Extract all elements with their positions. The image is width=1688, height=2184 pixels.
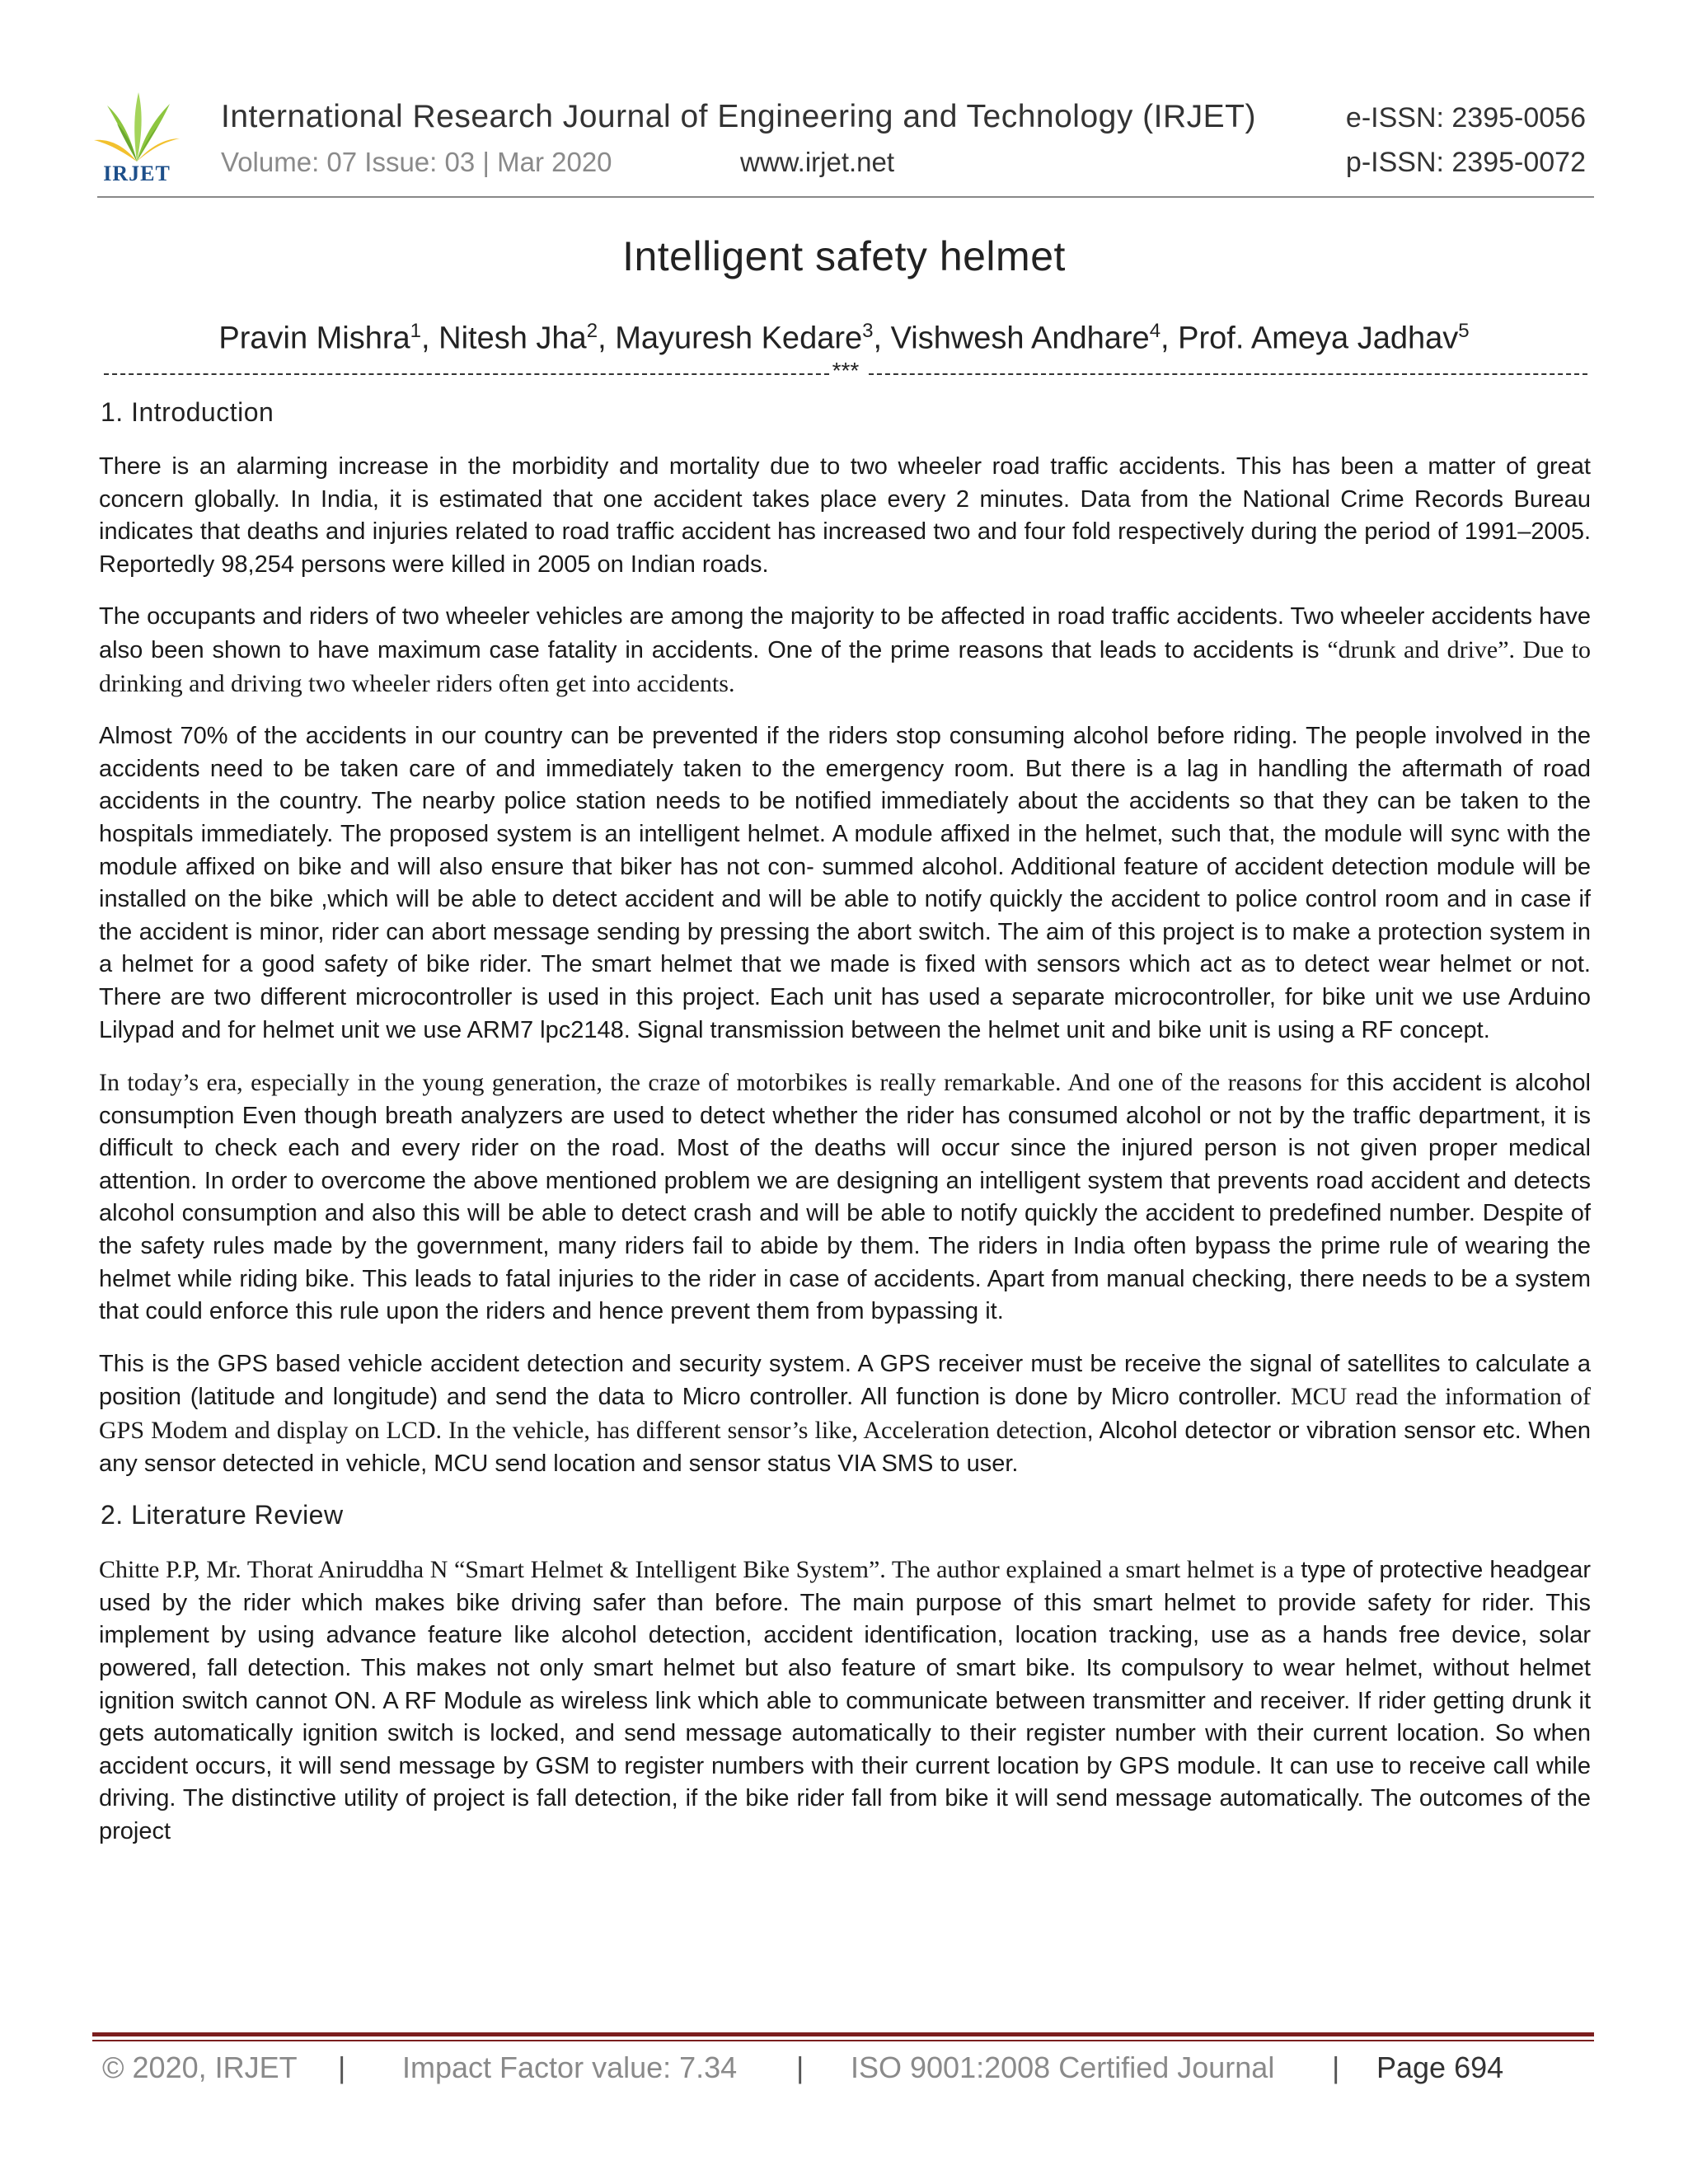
footer-separator: |: [338, 2050, 346, 2084]
paragraph-6: [99, 1554, 1591, 1848]
journal-header: [92, 89, 1592, 196]
footer-iso: ISO 9001:2008 Certified Journal: [851, 2050, 1275, 2084]
author-name: Vishwesh Andhare: [890, 321, 1150, 356]
paper-body: [99, 392, 1591, 1868]
paragraph-4-text: this accident is alcohol consumption Even though breath analyzers are used to detect whether the rider has consumed alcohol or not by the traffic department, it is difficult to check each and every rider on the road. Most of the deaths will occur since the injured person is not given proper medical attention. In order to overcome the above mentioned problem we are designing an intelligent system that prevents road accident and detects alcohol consumption and also this will be able to detect crash and will be able to notify quickly the accident to predefined number. Despite of the safety rules made by the government, many riders fail to abide by them. The riders in India often bypass the prime rule of wearing the helmet while riding bike. This leads to fatal injuries to the rider in case of accidents. Apart from manual checking, there needs to be a system that could enforce this rule upon the riders and hence prevent them from bypassing it.: [99, 1070, 1592, 1325]
author-name: Nitesh Jha: [438, 321, 587, 356]
p-issn: p-ISSN: 2395-0072: [1345, 147, 1586, 178]
section-heading-introduction: 1. Introduction: [101, 397, 274, 427]
paragraph-5-text-end: , Alcohol detector or vibration sensor etc. When any sensor detected in vehicle, MCU send location and sensor status VIA SMS to user.: [99, 1418, 1592, 1477]
author-name: Mayuresh Kedare: [615, 321, 863, 356]
paper-title: Intelligent safety helmet: [622, 233, 1066, 279]
footer-rule-thin: [92, 2040, 1594, 2041]
journal-website[interactable]: www.irjet.net: [740, 147, 895, 177]
footer-page-number: Page 694: [1376, 2050, 1504, 2084]
author-affiliation: 2: [586, 320, 598, 342]
irjet-logo: [92, 89, 181, 185]
paragraph-5-text: This is the GPS based vehicle accident detection and security system. A GPS receiver must be receive the signal of satellites to calculate a position (latitude and longitude) and send the data to Micro controller. All function is done by Micro controller.: [99, 1350, 1591, 1411]
author-name: Prof. Ameya Jadhav: [1178, 321, 1459, 356]
paragraph-4: [99, 1066, 1591, 1329]
page-footer: [102, 2050, 1586, 2092]
paragraph-2-serif-text: “drunk and drive”. Due to drinking and driving two wheeler riders often get into accidents.: [99, 635, 1591, 697]
author-affiliation: 5: [1458, 320, 1470, 342]
paragraph-6-serif-text: Chitte P.P, Mr. Thorat Aniruddha N “Smart Helmet & Intelligent Bike System”. The author explained a smart helmet is a: [99, 1556, 1295, 1584]
volume-issue: Volume: 07 Issue: 03 | Mar 2020: [221, 147, 612, 177]
separator-dash-right: [869, 373, 1587, 375]
header-divider: [97, 196, 1594, 198]
paragraph-5-serif-text: MCU read the information of GPS Modem and display on LCD. In the vehicle, has different sensor’s like, Acceleration detection: [99, 1383, 1591, 1445]
logo-text: IRJET: [103, 162, 171, 185]
footer-impact-factor: Impact Factor value: 7.34: [402, 2050, 738, 2084]
paragraph-2: [99, 601, 1591, 701]
abstract-separator: [104, 363, 1587, 386]
e-issn: e-ISSN: 2395-0056: [1345, 102, 1586, 134]
footer-rule-thick: [92, 2032, 1594, 2036]
paragraph-2-text: The occupants and riders of two wheeler vehicles are among the majority to be affected in road traffic accidents. Two wheeler accidents have also been shown to have maximum case fatality in accidents. One of the prime reasons that leads to accidents is: [99, 603, 1591, 663]
footer-separator: |: [796, 2050, 804, 2084]
separator-stars: ***: [832, 363, 860, 383]
author-affiliation: 1: [410, 320, 422, 342]
paragraph-4-serif-text: In today’s era, especially in the young generation, the craze of motorbikes is really remarkable. And one of the reasons for: [99, 1069, 1339, 1097]
author-list: Pravin Mishra$^1$, Nitesh Jha$^2$, Mayuresh Kedare$^3$, Vishwesh Andhare$^4$, Prof. Ameya Jadhav$^5$: [218, 320, 1470, 356]
paragraph-5: [99, 1348, 1591, 1480]
paragraph-1: There is an alarming increase in the morbidity and mortality due to two wheeler road traffic accidents. This has been a matter of great concern globally. In India, it is estimated that one accident takes place every 2 minutes. Data from the National Crime Records Bureau indicates that deaths and injuries related to road traffic accident has increased two and four fold respectively during the period of 1991–2005. Reportedly 98,254 persons were killed in 2005 on Indian roads.: [99, 453, 1591, 578]
paragraph-3: Almost 70% of the accidents in our country can be prevented if the riders stop consuming alcohol before riding. The people involved in the accidents need to be taken care of and immediately taken to the emergency room. But there is a lag in handling the aftermath of road accidents in the country. The nearby police station needs to be notified immediately about the accidents so that they can be taken to the hospitals immediately. The proposed system is an intelligent helmet. A module affixed in the helmet, such that, the module will sync with the module affixed on bike and will also ensure that biker has not con- summed alcohol. Additional feature of accident detection module will be installed on the bike ,which will be able to detect accident and will be able to notify quickly the accident to police control room and in case if the accident is minor, rider can abort message sending by pressing the abort switch. The aim of this project is to make a protection system in a helmet for a good safety of bike rider. The smart helmet that we made is fixed with sensors which act as to detect wear helmet or not. There are two different microcontroller is used in this project. Each unit has used a separate microcontroller, for bike unit we use Arduino Lilypad and for helmet unit we use ARM7 lpc2148. Signal transmission between the helmet unit and bike unit is using a RF concept.: [99, 723, 1591, 1043]
journal-title: International Research Journal of Engineering and Technology (IRJET): [221, 99, 1256, 134]
leaf-logo-icon: [92, 89, 181, 165]
author-affiliation: 4: [1149, 320, 1161, 342]
author-affiliation: 3: [862, 320, 874, 342]
footer-separator: |: [1332, 2050, 1340, 2084]
author-name: Pravin Mishra: [218, 321, 410, 356]
footer-copyright: © 2020, IRJET: [102, 2050, 298, 2084]
paragraph-6-text: type of protective headgear used by the rider which makes bike driving safer than before. The main purpose of this smart helmet to provide safety for rider. This implement by using advance feature like alcohol detection, accident identification, location tracking, use as a hands free device, solar powered, fall detection. This makes not only smart helmet but also feature of smart bike. Its compulsory to wear helmet, without helmet ignition switch cannot ON. A RF Module as wireless link which able to communicate between transmitter and receiver. If rider getting drunk it gets automatically ignition switch is locked, and send message automatically to their register number with their current location. So when accident occurs, it will send message by GSM to register numbers with their current location by GPS module. It can use to receive call while driving. The distinctive utility of project is fall detection, if the bike rider fall from bike it will send message automatically. The outcomes of the project: [99, 1557, 1591, 1844]
section-heading-literature-review: 2. Literature Review: [101, 1500, 344, 1530]
